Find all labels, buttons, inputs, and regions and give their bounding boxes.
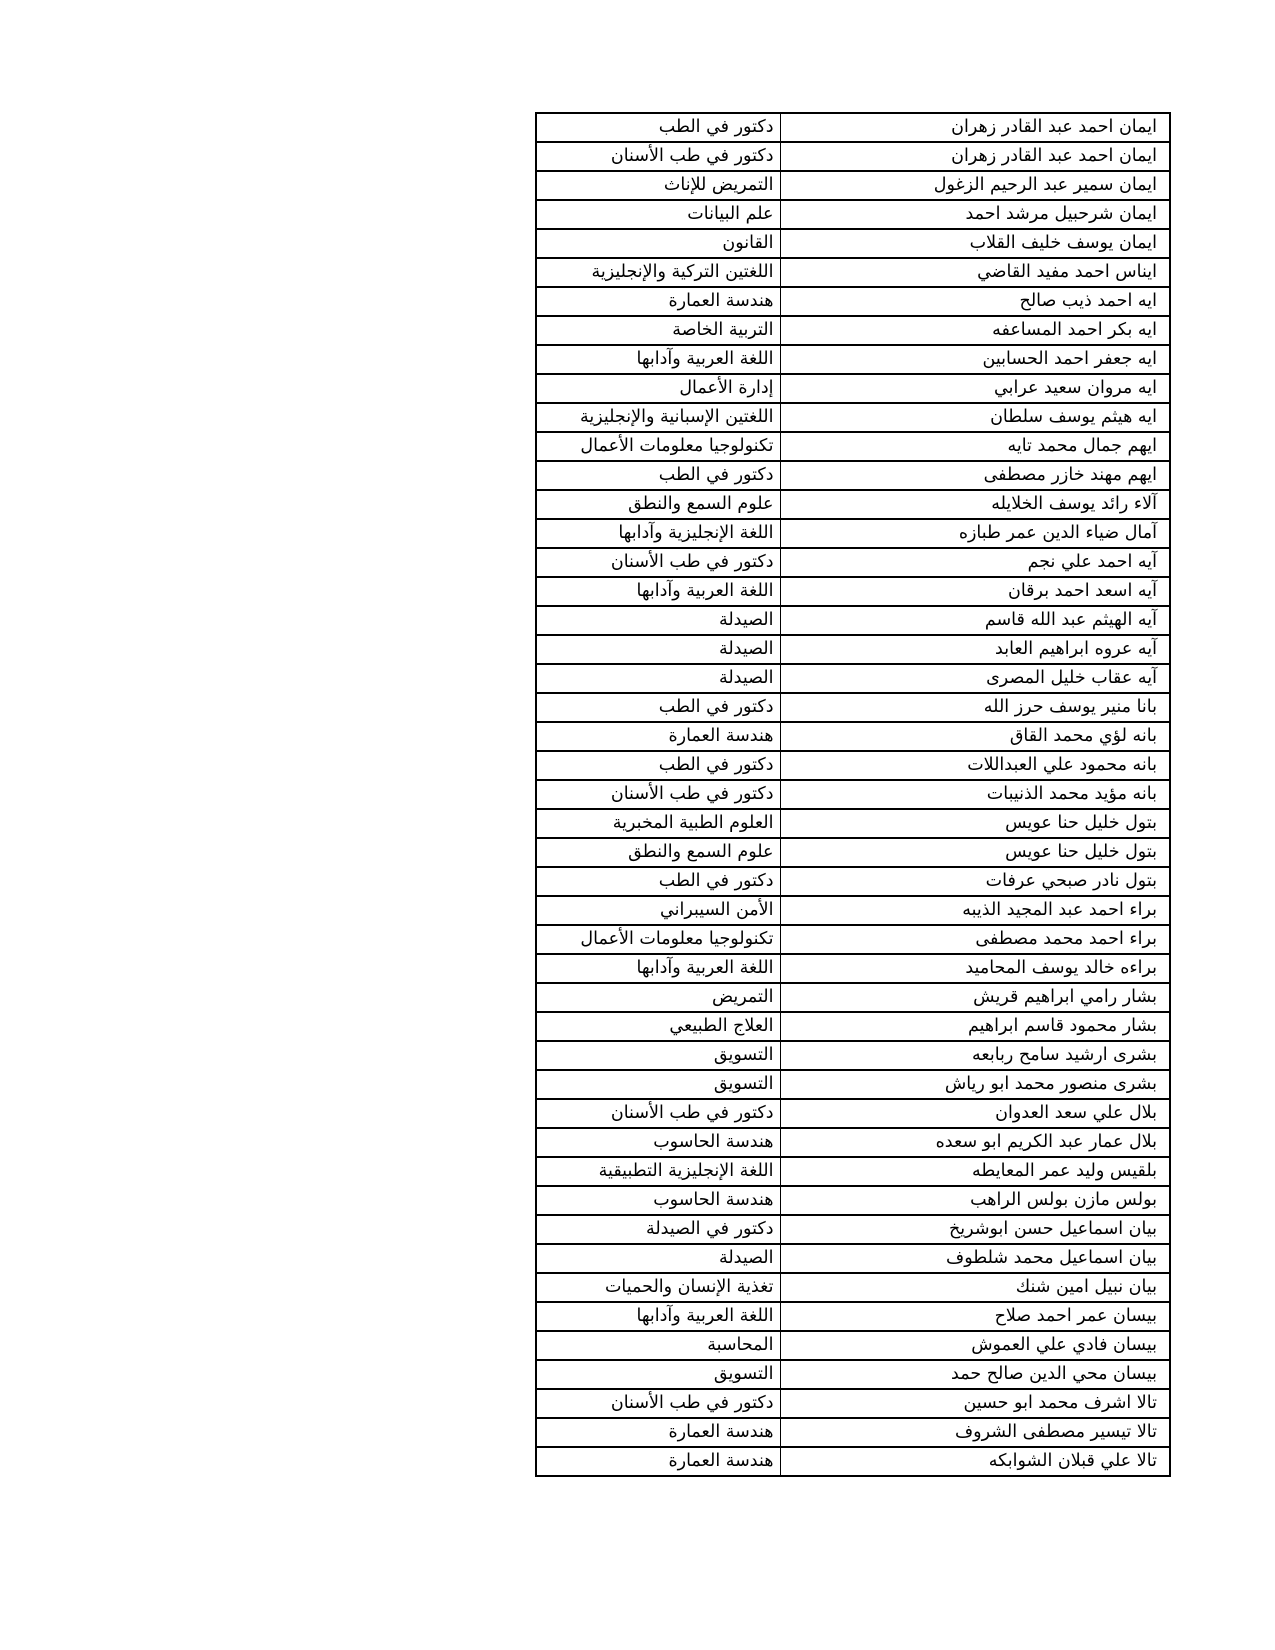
- table-row: [536, 258, 1170, 287]
- student-name-cell: بولس مازن بولس الراهب: [780, 1186, 1170, 1215]
- table-row: [536, 1128, 1170, 1157]
- major-cell: اللغتين التركية والإنجليزية: [536, 258, 780, 287]
- student-name-cell: بيان اسماعيل محمد شلطوف: [780, 1244, 1170, 1273]
- major-cell: التمريض للإناث: [536, 171, 780, 200]
- table-row: [536, 838, 1170, 867]
- major-cell: دكتور في الصيدلة: [536, 1215, 780, 1244]
- student-name-cell: براء احمد محمد مصطفى: [780, 925, 1170, 954]
- table-row: [536, 983, 1170, 1012]
- student-name-cell: بانه محمود علي العبداللات: [780, 751, 1170, 780]
- major-cell: هندسة الحاسوب: [536, 1128, 780, 1157]
- table-row: [536, 461, 1170, 490]
- table-row: [536, 345, 1170, 374]
- major-cell: دكتور في طب الأسنان: [536, 1099, 780, 1128]
- major-cell: دكتور في طب الأسنان: [536, 780, 780, 809]
- major-cell: التمريض: [536, 983, 780, 1012]
- student-name-cell: آمال ضياء الدين عمر طبازه: [780, 519, 1170, 548]
- table-row: [536, 1331, 1170, 1360]
- table-row: [536, 751, 1170, 780]
- student-name-cell: بلال عمار عبد الكريم ابو سعده: [780, 1128, 1170, 1157]
- major-cell: اللغة العربية وآدابها: [536, 954, 780, 983]
- major-cell: العلوم الطبية المخبرية: [536, 809, 780, 838]
- student-name-cell: ايه مروان سعيد عرابي: [780, 374, 1170, 403]
- major-cell: اللغة الإنجليزية التطبيقية: [536, 1157, 780, 1186]
- student-name-cell: بانا منير يوسف حرز الله: [780, 693, 1170, 722]
- student-name-cell: بتول خليل حنا عويس: [780, 809, 1170, 838]
- major-cell: علوم السمع والنطق: [536, 838, 780, 867]
- table-row: [536, 577, 1170, 606]
- major-cell: اللغة الإنجليزية وآدابها: [536, 519, 780, 548]
- table-row: [536, 316, 1170, 345]
- student-name-cell: ايه جعفر احمد الحسابين: [780, 345, 1170, 374]
- student-name-cell: ايه هيثم يوسف سلطان: [780, 403, 1170, 432]
- major-cell: هندسة العمارة: [536, 287, 780, 316]
- student-name-cell: تالا اشرف محمد ابو حسين: [780, 1389, 1170, 1418]
- table-row: [536, 519, 1170, 548]
- student-name-cell: آيه عقاب خليل المصرى: [780, 664, 1170, 693]
- student-name-cell: بيان نبيل امين شنك: [780, 1273, 1170, 1302]
- student-name-cell: بيان اسماعيل حسن ابوشريخ: [780, 1215, 1170, 1244]
- table-row: [536, 809, 1170, 838]
- table-row: [536, 896, 1170, 925]
- table-row: [536, 287, 1170, 316]
- table-row: [536, 113, 1170, 142]
- major-cell: هندسة العمارة: [536, 1447, 780, 1476]
- table-row: [536, 722, 1170, 751]
- major-cell: تغذية الإنسان والحميات: [536, 1273, 780, 1302]
- student-name-cell: آيه الهيثم عبد الله قاسم: [780, 606, 1170, 635]
- student-name-cell: ايهم جمال محمد تايه: [780, 432, 1170, 461]
- major-cell: اللغة العربية وآدابها: [536, 1302, 780, 1331]
- table-row: [536, 1447, 1170, 1476]
- student-name-cell: براءه خالد يوسف المحاميد: [780, 954, 1170, 983]
- major-cell: دكتور في الطب: [536, 751, 780, 780]
- student-name-cell: بيسان عمر احمد صلاح: [780, 1302, 1170, 1331]
- student-name-cell: ايمان سمير عبد الرحيم الزغول: [780, 171, 1170, 200]
- table-row: [536, 1273, 1170, 1302]
- major-cell: التسويق: [536, 1360, 780, 1389]
- major-cell: إدارة الأعمال: [536, 374, 780, 403]
- student-name-cell: بلقيس وليد عمر المعايطه: [780, 1157, 1170, 1186]
- student-name-cell: ايناس احمد مفيد القاضي: [780, 258, 1170, 287]
- major-cell: الصيدلة: [536, 606, 780, 635]
- major-cell: علم البيانات: [536, 200, 780, 229]
- students-table: [535, 112, 1171, 1477]
- major-cell: هندسة العمارة: [536, 722, 780, 751]
- major-cell: القانون: [536, 229, 780, 258]
- table-row: [536, 1360, 1170, 1389]
- table-row: [536, 693, 1170, 722]
- major-cell: التسويق: [536, 1041, 780, 1070]
- student-name-cell: بشرى ارشيد سامح ربابعه: [780, 1041, 1170, 1070]
- student-name-cell: بشرى منصور محمد ابو رياش: [780, 1070, 1170, 1099]
- table-row: [536, 200, 1170, 229]
- major-cell: الصيدلة: [536, 664, 780, 693]
- table-row: [536, 1244, 1170, 1273]
- student-name-cell: ايهم مهند خازر مصطفى: [780, 461, 1170, 490]
- table-row: [536, 142, 1170, 171]
- student-name-cell: بتول خليل حنا عويس: [780, 838, 1170, 867]
- student-name-cell: بانه مؤيد محمد الذنيبات: [780, 780, 1170, 809]
- table-row: [536, 432, 1170, 461]
- major-cell: المحاسبة: [536, 1331, 780, 1360]
- table-row: [536, 490, 1170, 519]
- table-row: [536, 1302, 1170, 1331]
- student-name-cell: ايه احمد ذيب صالح: [780, 287, 1170, 316]
- table-row: [536, 664, 1170, 693]
- student-name-cell: بيسان فادي علي العموش: [780, 1331, 1170, 1360]
- major-cell: هندسة العمارة: [536, 1418, 780, 1447]
- major-cell: الصيدلة: [536, 1244, 780, 1273]
- student-name-cell: آيه عروه ابراهيم العابد: [780, 635, 1170, 664]
- major-cell: هندسة الحاسوب: [536, 1186, 780, 1215]
- table-row: [536, 374, 1170, 403]
- major-cell: اللغتين الإسبانية والإنجليزية: [536, 403, 780, 432]
- student-name-cell: بيسان محي الدين صالح حمد: [780, 1360, 1170, 1389]
- major-cell: تكنولوجيا معلومات الأعمال: [536, 432, 780, 461]
- table-row: [536, 1099, 1170, 1128]
- table-row: [536, 925, 1170, 954]
- major-cell: دكتور في طب الأسنان: [536, 548, 780, 577]
- table-row: [536, 1012, 1170, 1041]
- major-cell: العلاج الطبيعي: [536, 1012, 780, 1041]
- table-row: [536, 1157, 1170, 1186]
- table-row: [536, 171, 1170, 200]
- major-cell: تكنولوجيا معلومات الأعمال: [536, 925, 780, 954]
- major-cell: علوم السمع والنطق: [536, 490, 780, 519]
- major-cell: دكتور في الطب: [536, 113, 780, 142]
- table-row: [536, 1186, 1170, 1215]
- major-cell: دكتور في الطب: [536, 461, 780, 490]
- major-cell: دكتور في الطب: [536, 867, 780, 896]
- student-name-cell: ايمان احمد عبد القادر زهران: [780, 113, 1170, 142]
- student-name-cell: بلال علي سعد العدوان: [780, 1099, 1170, 1128]
- student-name-cell: براء احمد عبد المجيد الذيبه: [780, 896, 1170, 925]
- student-name-cell: تالا علي قبلان الشوابكه: [780, 1447, 1170, 1476]
- major-cell: دكتور في الطب: [536, 693, 780, 722]
- student-name-cell: ايمان يوسف خليف القلاب: [780, 229, 1170, 258]
- major-cell: التسويق: [536, 1070, 780, 1099]
- major-cell: الأمن السيبراني: [536, 896, 780, 925]
- table-row: [536, 1041, 1170, 1070]
- table-row: [536, 1215, 1170, 1244]
- major-cell: اللغة العربية وآدابها: [536, 345, 780, 374]
- student-name-cell: ايمان احمد عبد القادر زهران: [780, 142, 1170, 171]
- table-row: [536, 1070, 1170, 1099]
- major-cell: الصيدلة: [536, 635, 780, 664]
- major-cell: التربية الخاصة: [536, 316, 780, 345]
- table-row: [536, 229, 1170, 258]
- table-row: [536, 548, 1170, 577]
- student-name-cell: ايمان شرحبيل مرشد احمد: [780, 200, 1170, 229]
- table-row: [536, 1389, 1170, 1418]
- student-name-cell: بشار محمود قاسم ابراهيم: [780, 1012, 1170, 1041]
- major-cell: اللغة العربية وآدابها: [536, 577, 780, 606]
- student-name-cell: آيه اسعد احمد برقان: [780, 577, 1170, 606]
- table-row: [536, 635, 1170, 664]
- table-row: [536, 867, 1170, 896]
- student-name-cell: بانه لؤي محمد القاق: [780, 722, 1170, 751]
- student-name-cell: تالا تيسير مصطفى الشروف: [780, 1418, 1170, 1447]
- table-row: [536, 1418, 1170, 1447]
- major-cell: دكتور في طب الأسنان: [536, 142, 780, 171]
- student-name-cell: ايه بكر احمد المساعفه: [780, 316, 1170, 345]
- table-body: [536, 113, 1170, 1476]
- table-row: [536, 403, 1170, 432]
- table-row: [536, 780, 1170, 809]
- table-row: [536, 606, 1170, 635]
- major-cell: دكتور في طب الأسنان: [536, 1389, 780, 1418]
- table-row: [536, 954, 1170, 983]
- student-name-cell: آيه احمد علي نجم: [780, 548, 1170, 577]
- student-name-cell: آلاء رائد يوسف الخلايله: [780, 490, 1170, 519]
- student-name-cell: بتول نادر صبحي عرفات: [780, 867, 1170, 896]
- student-name-cell: بشار رامي ابراهيم قريش: [780, 983, 1170, 1012]
